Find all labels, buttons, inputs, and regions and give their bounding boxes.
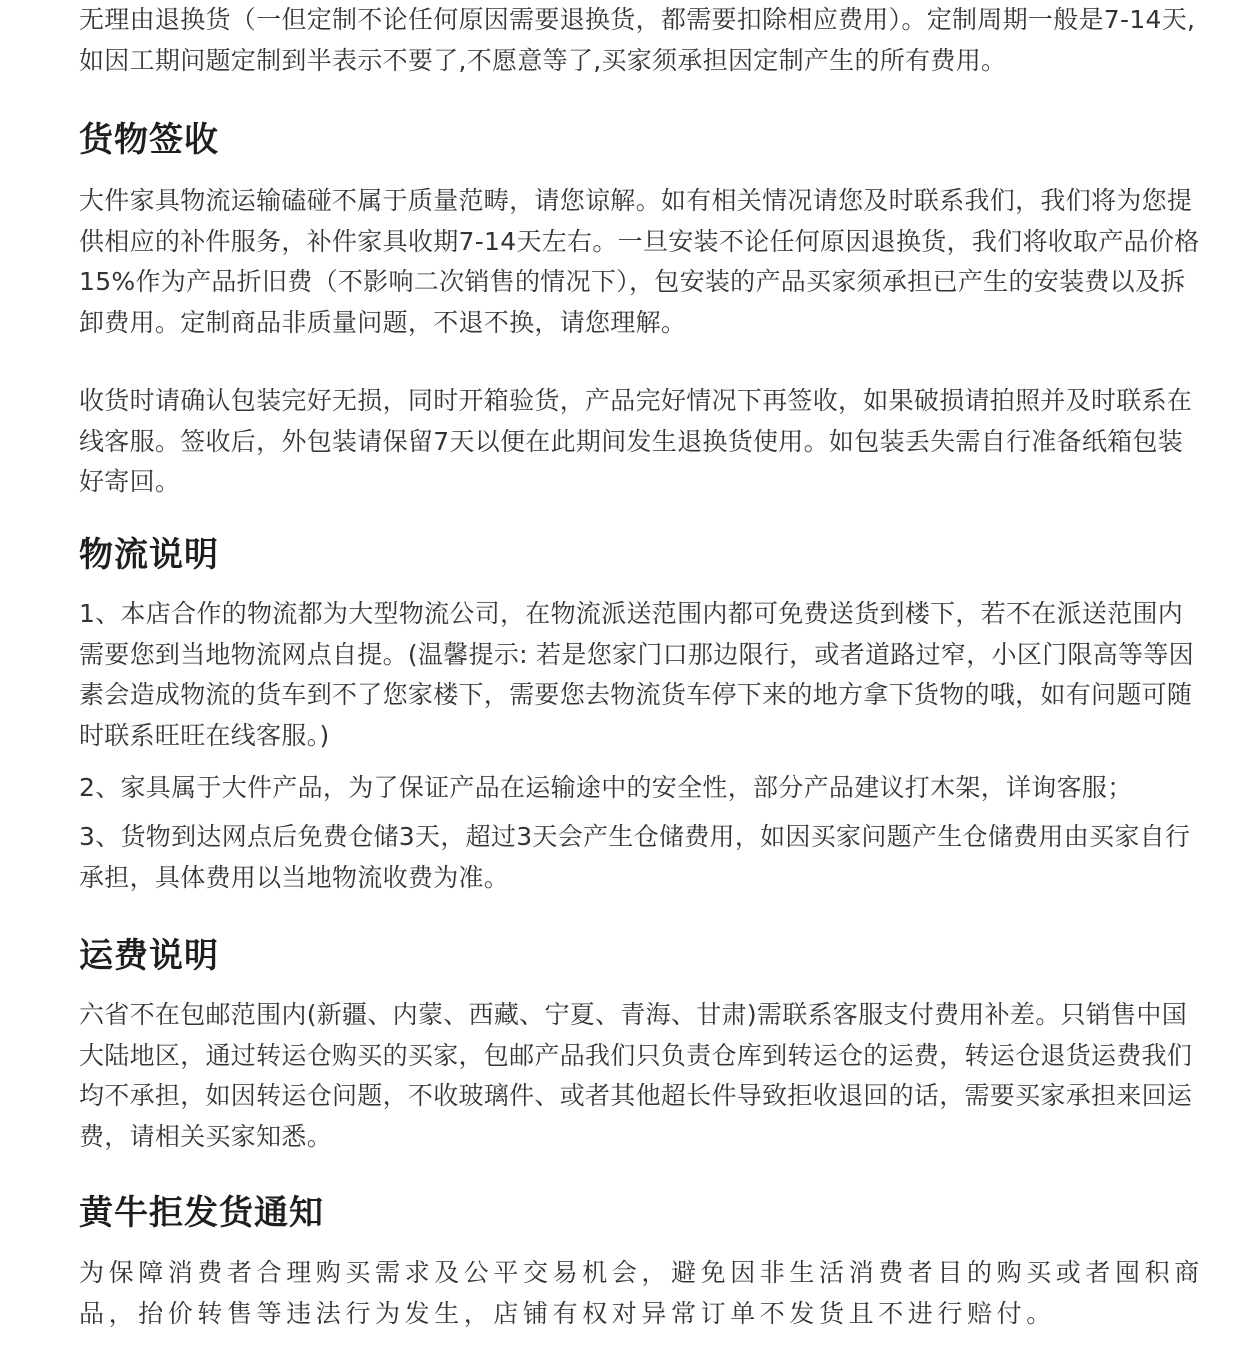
section-logistics: [79, 533, 1204, 577]
logistics-title: 物流说明: [79, 535, 219, 575]
logistics-item-1: [79, 594, 1204, 756]
receipt-paragraph-1: 大件家具物流运输磕碰不属于质量范畴，请您谅解。如有相关情况请您及时联系我们，我们将为您提供相应的补件服务，补件家具收期7-14天左右。一旦安装不论任何原因退换货，我们将收取产品价格15%作为产品折旧费（不影响二次销售的情况下），包安装的产品买家须承担已产生的安装费以及拆卸费用。定制商品非质量问题，不退不换，请您理解。: [79, 186, 1200, 337]
logistics-item-1-text: 1、本店合作的物流都为大型物流公司，在物流派送范围内都可免费送货到楼下，若不在派送范围内需要您到当地物流网点自提。(温馨提示: 若是您家门口那边限行，或者道路过窄，小区门限高等等因素会造成物流的货车到不了您家楼下，需要您去物流货车停下来的地方拿下货物的哦，如有问题可随时联系旺旺在线客服。): [79, 599, 1194, 750]
logistics-item-3: [79, 817, 1204, 898]
receipt-body: [79, 181, 1204, 343]
shipping-paragraph: 六省不在包邮范围内(新疆、内蒙、西藏、宁夏、青海、甘肃)需联系客服支付费用补差。只销售中国大陆地区，通过转运仓购买的买家，包邮产品我们只负责仓库到转运仓的运费，转运仓退货运费我们均不承担，如因转运仓问题，不收玻璃件、或者其他超长件导致拒收退回的话，需要买家承担来回运费，请相关买家知悉。: [79, 1000, 1193, 1151]
scalper-title: 黄牛拒发货通知: [79, 1193, 324, 1233]
logistics-item-3-text: 3、货物到达网点后免费仓储3天，超过3天会产生仓储费用，如因买家问题产生仓储费用由买家自行承担，具体费用以当地物流收费为准。: [79, 822, 1191, 892]
section-receipt: [79, 118, 1204, 162]
scalper-paragraph: 为保障消费者合理购买需求及公平交易机会，避免因非生活消费者目的购买或者囤积商品，抬价转售等违法行为发生，店铺有权对异常订单不发货且不进行赔付。: [79, 1258, 1204, 1328]
shipping-title: 运费说明: [79, 936, 219, 976]
scalper-body: [79, 1253, 1204, 1334]
section-shipping: [79, 934, 1204, 978]
receipt-paragraph-2: 收货时请确认包装完好无损，同时开箱验货，产品完好情况下再签收，如果破损请拍照并及时联系在线客服。签收后，外包装请保留7天以便在此期间发生退换货使用。如包装丢失需自行准备纸箱包装好寄回。: [79, 386, 1193, 496]
logistics-item-2-text: 2、家具属于大件产品，为了保证产品在运输途中的安全性，部分产品建议打木架，详询客服；: [79, 773, 1133, 802]
shipping-body: [79, 995, 1204, 1157]
receipt-body-2: [79, 381, 1204, 503]
intro-block: [79, 0, 1204, 81]
section-scalper: [79, 1191, 1204, 1235]
receipt-title: 货物签收: [79, 120, 219, 160]
intro-paragraph: 无理由退换货（一但定制不论任何原因需要退换货，都需要扣除相应费用）。定制周期一般是7-14天,如因工期问题定制到半表示不要了,不愿意等了,买家须承担因定制产生的所有费用。: [79, 5, 1196, 75]
logistics-item-2: [79, 768, 1204, 809]
